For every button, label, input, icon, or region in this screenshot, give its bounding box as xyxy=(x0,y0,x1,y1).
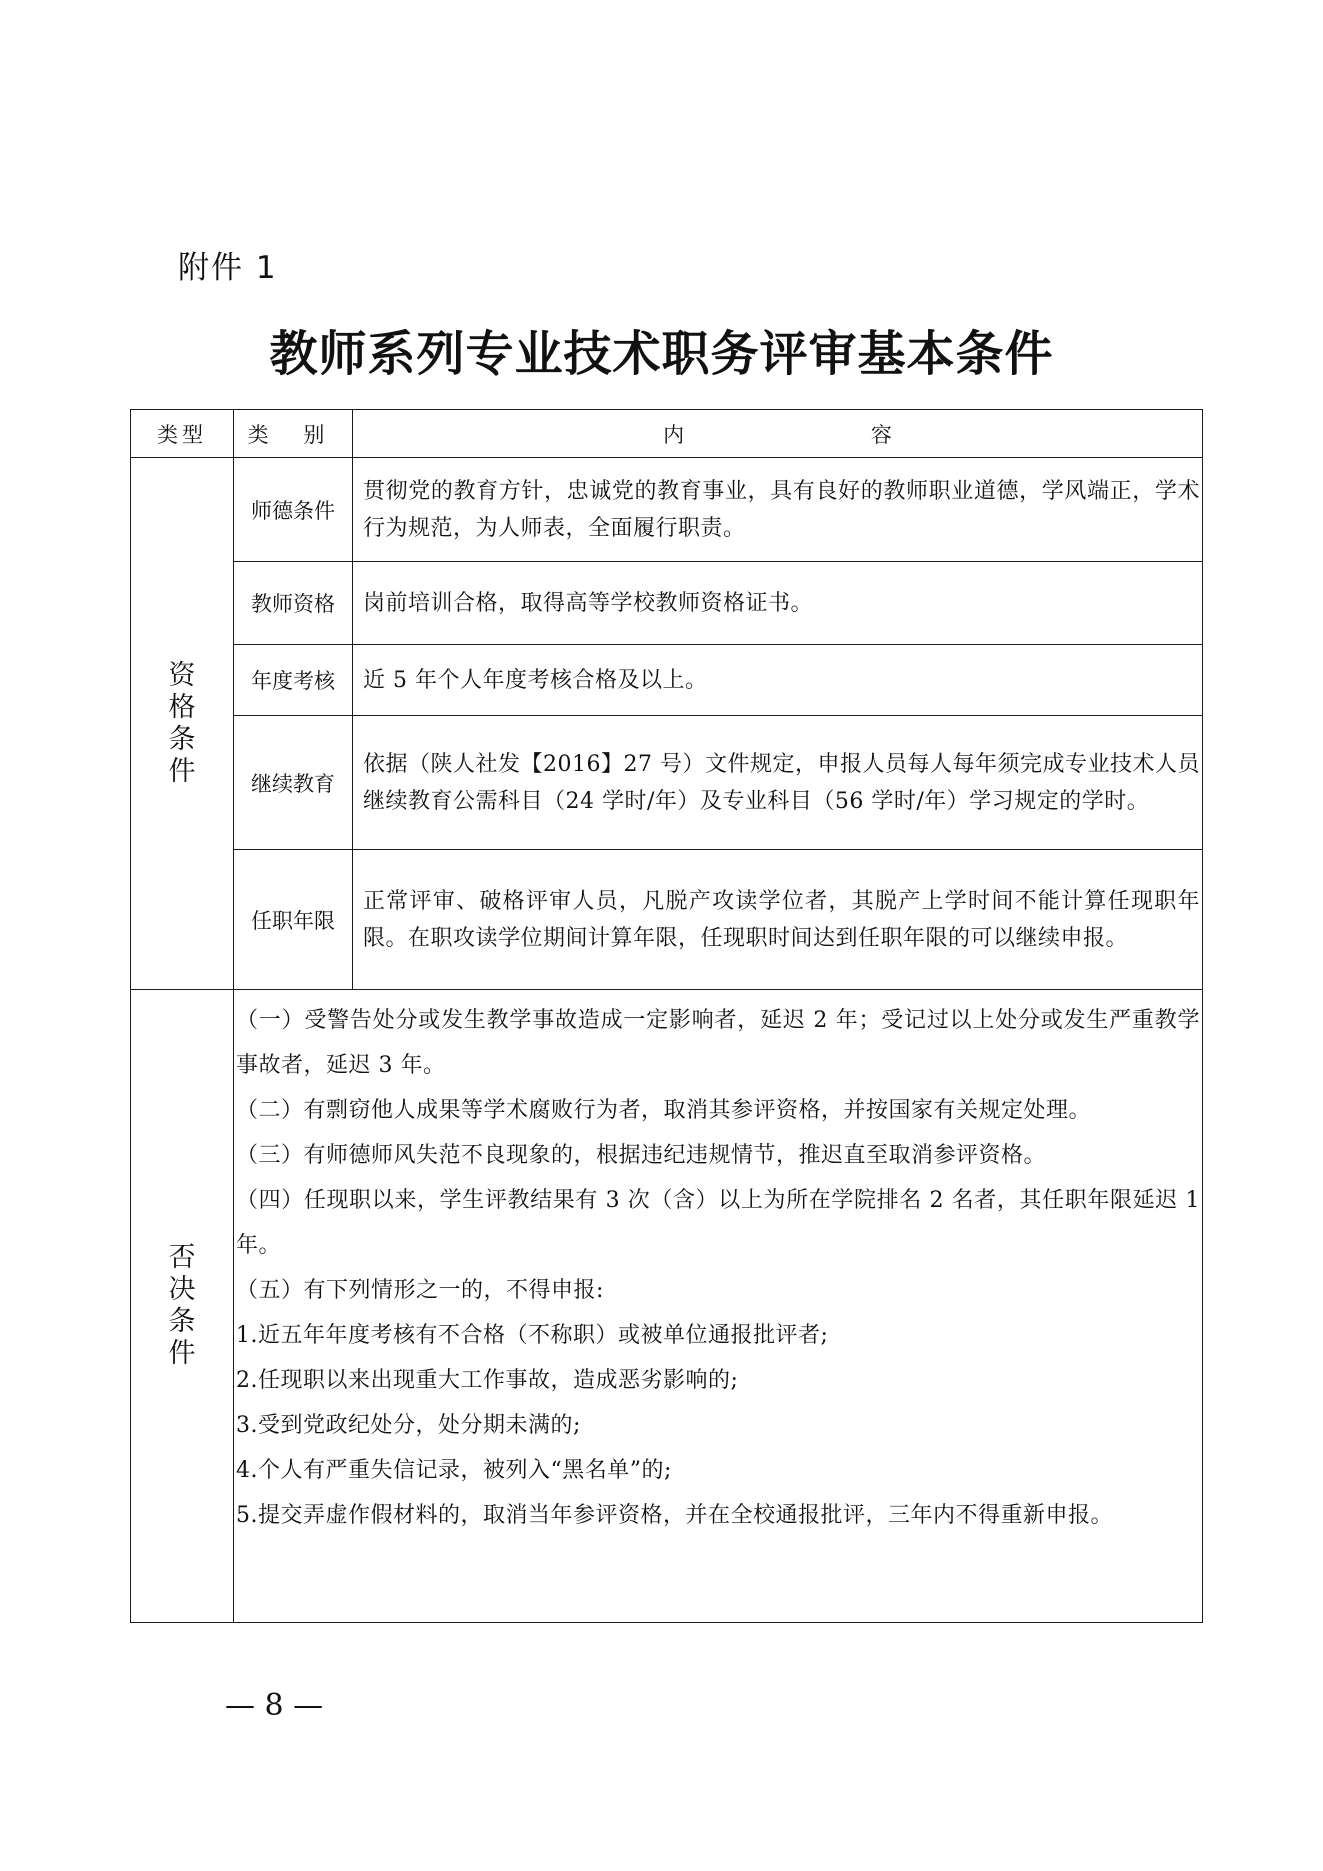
category-annual-assessment: 年度考核 xyxy=(234,645,353,716)
table-row xyxy=(131,850,1203,990)
table-row xyxy=(131,562,1203,645)
header-content: 内 容 xyxy=(353,410,1203,458)
negative-item-4: （四）任现职以来，学生评教结果有 3 次（含）以上为所在学院排名 2 名者，其任职年限延迟 1 年。 xyxy=(236,1188,1200,1258)
category-service-years: 任职年限 xyxy=(234,850,353,990)
negative-type-label: 否决条件 xyxy=(168,1242,196,1369)
document-title: 教师系列专业技术职务评审基本条件 xyxy=(269,326,1054,382)
content-service-years: 正常评审、破格评审人员，凡脱产攻读学位者，其脱产上学时间不能计算任现职年限。在职攻读学位期间计算年限，任现职时间达到任职年限的可以继续申报。 xyxy=(353,850,1203,990)
content-teacher-qualification: 岗前培训合格，取得高等学校教师资格证书。 xyxy=(353,562,1203,645)
negative-conditions-content xyxy=(234,990,1203,1623)
content-ethics: 贯彻党的教育方针，忠诚党的教育事业，具有良好的教师职业道德，学风端正，学术行为规范，为人师表，全面履行职责。 xyxy=(353,458,1203,562)
content-continuing-education: 依据（陕人社发【2016】27 号）文件规定，申报人员每人每年须完成专业技术人员继续教育公需科目（24 学时/年）及专业科目（56 学时/年）学习规定的学时。 xyxy=(353,716,1203,850)
table-row xyxy=(131,716,1203,850)
page-number: — 8 — xyxy=(225,1688,324,1723)
attachment-label: 附件 1 xyxy=(178,250,278,286)
negative-item-2: （二）有剽窃他人成果等学术腐败行为者，取消其参评资格，并按国家有关规定处理。 xyxy=(236,1098,1092,1123)
negative-sub-item-2: 2.任现职以来出现重大工作事故，造成恶劣影响的; xyxy=(236,1368,739,1393)
qualification-type-cell xyxy=(131,458,234,990)
qualification-type-label: 资格条件 xyxy=(168,659,196,787)
negative-item-1: （一）受警告处分或发生教学事故造成一定影响者，延迟 2 年；受记过以上处分或发生严重教学事故者，延迟 3 年。 xyxy=(236,1008,1200,1078)
negative-sub-item-4: 4.个人有严重失信记录，被列入“黑名单”的; xyxy=(236,1458,672,1483)
table-row xyxy=(131,645,1203,716)
table-header-row xyxy=(131,410,1203,458)
negative-sub-item-3: 3.受到党政纪处分，处分期未满的; xyxy=(236,1413,581,1438)
header-type: 类型 xyxy=(131,410,234,458)
negative-item-5: （五）有下列情形之一的，不得申报: xyxy=(236,1278,604,1303)
negative-sub-item-1: 1.近五年年度考核有不合格（不称职）或被单位通报批评者; xyxy=(236,1323,829,1348)
category-ethics: 师德条件 xyxy=(234,458,353,562)
criteria-table xyxy=(130,409,1203,1623)
negative-sub-item-5: 5.提交弄虚作假材料的，取消当年参评资格，并在全校通报批评，三年内不得重新申报。 xyxy=(236,1503,1113,1528)
negative-type-cell xyxy=(131,990,234,1623)
category-teacher-qualification: 教师资格 xyxy=(234,562,353,645)
header-category: 类 别 xyxy=(234,410,353,458)
table-row xyxy=(131,990,1203,1623)
table-row xyxy=(131,458,1203,562)
content-annual-assessment: 近 5 年个人年度考核合格及以上。 xyxy=(353,645,1203,716)
category-continuing-education: 继续教育 xyxy=(234,716,353,850)
negative-item-3: （三）有师德师风失范不良现象的，根据违纪违规情节，推迟直至取消参评资格。 xyxy=(236,1143,1047,1168)
